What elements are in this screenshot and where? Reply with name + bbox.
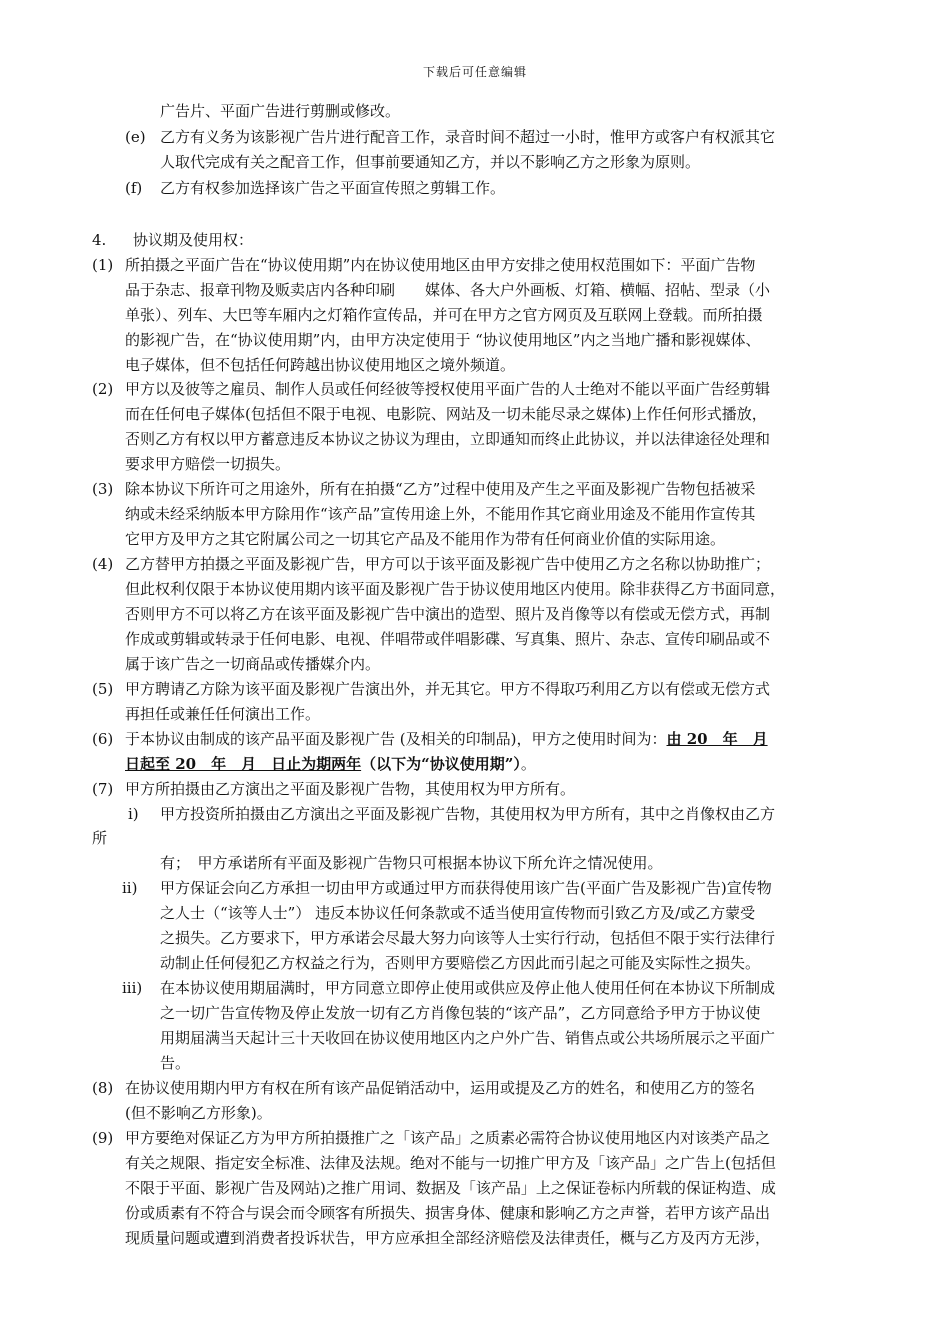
item-marker: (7) xyxy=(92,780,114,798)
text-line: 在协议使用期内甲方有权在所有该产品促销活动中，运用或提及乙方的姓名，和使用乙方的签名 xyxy=(125,1079,756,1097)
text-line: 作成或剪辑或转录于任何电影、电视、伴唱带或伴唱影碟、写真集、照片、杂志、宣传印刷品或不 xyxy=(125,630,771,648)
section-number: 4. xyxy=(92,231,107,249)
text-line: 电子媒体，但不包括任何跨越出协议使用地区之境外频道。 xyxy=(125,356,516,374)
item-marker: (5) xyxy=(92,680,114,698)
text-line: 甲方聘请乙方除为该平面及影视广告演出外，并无其它。甲方不得取巧利用乙方以有偿或无偿方式 xyxy=(125,680,771,698)
sentence-end: 。 xyxy=(520,755,536,773)
usage-period-text: 于本协议由制成的该产品平面及影视广告 (及相关的印制品)，甲方之使用时间为： xyxy=(125,730,667,748)
text-line: 告。 xyxy=(160,1054,191,1072)
item-marker: (6) xyxy=(92,730,114,748)
usage-period-end: 日起至 20 年 月 日止为期两年 xyxy=(125,755,362,773)
item-marker: (e) xyxy=(125,128,146,146)
text-line: 广告片、平面广告进行剪删或修改。 xyxy=(160,102,401,120)
item-marker: (9) xyxy=(92,1129,114,1147)
sub-item-marker: iii) xyxy=(122,979,143,997)
text-line: 除本协议下所许可之用途外，所有在拍摄“乙方”过程中使用及产生之平面及影视广告物包括被采 xyxy=(125,480,756,498)
text-line xyxy=(125,728,768,750)
text-line xyxy=(125,753,536,775)
usage-period-definition: （以下为“协议使用期”） xyxy=(361,755,521,773)
text-line: 之损失。乙方要求下，甲方承诺会尽最大努力向该等人士实行行动，包括但不限于实行法律行 xyxy=(160,929,776,947)
text-line: 单张）、列车、大巴等车厢内之灯箱作宣传品，并可在甲方之官方网页及互联网上登载。而所拍摄 xyxy=(125,306,763,324)
text-line: 否则甲方不可以将乙方在该平面及影视广告中演出的造型、照片及肖像等以有偿或无偿方式，再制 xyxy=(125,605,771,623)
text-line: 乙方有义务为该影视广告片进行配音工作，录音时间不超过一小时，惟甲方或客户有权派其它 xyxy=(160,128,776,146)
text-line: 要求甲方赔偿一切损失。 xyxy=(125,455,291,473)
text-line: 动制止任何侵犯乙方权益之行为，否则甲方要赔偿乙方因此而引起之可能及实际性之损失。 xyxy=(160,954,761,972)
item-marker: (f) xyxy=(125,179,143,197)
text-line: 之人士（“该等人士”） 违反本协议任何条款或不适当使用宣传物而引致乙方及/或乙方蒙受 xyxy=(160,904,756,922)
item-marker: (8) xyxy=(92,1079,114,1097)
text-line: 之一切广告宣传物及停止发放一切有乙方肖像包装的“该产品”，乙方同意给予甲方于协议使 xyxy=(160,1004,761,1022)
text-line: 人取代完成有关之配音工作，但事前要通知乙方，并以不影响乙方之形象为原则。 xyxy=(160,153,701,171)
text-line: 而在任何电子媒体(包括但不限于电视、电影院、网站及一切未能尽录之媒体)上作任何形式播放， xyxy=(125,405,767,423)
sub-item-marker: ii) xyxy=(122,879,138,897)
text-line: 否则乙方有权以甲方蓄意违反本协议之协议为理由，立即通知而终止此协议，并以法律途径处理和 xyxy=(125,430,771,448)
text-line: 所 xyxy=(92,829,108,847)
item-marker: (2) xyxy=(92,380,114,398)
text-line: 不限于平面、影视广告及网站)之推广用词、数据及「该产品」上之保证卷标内所载的保证构造、成 xyxy=(125,1179,776,1197)
item-marker: (4) xyxy=(92,555,114,573)
text-line: 但此权利仅限于本协议使用期内该平面及影视广告于协议使用地区内使用。除非获得乙方书面同意， xyxy=(125,580,786,598)
text-line: 它甲方及甲方之其它附属公司之一切其它产品及不能用作为带有任何商业价值的实际用途。 xyxy=(125,530,726,548)
text-line: 甲方保证会向乙方承担一切由甲方或通过甲方而获得使用该广告(平面广告及影视广告)宣传物 xyxy=(160,879,772,897)
text-line: 所拍摄之平面广告在“协议使用期”内在协议使用地区由甲方安排之使用权范围如下：平面广告物 xyxy=(125,256,756,274)
text-line: 甲方所拍摄由乙方演出之平面及影视广告物，其使用权为甲方所有。 xyxy=(125,780,576,798)
text-line: 再担任或兼任任何演出工作。 xyxy=(125,705,321,723)
page-header: 下载后可任意编辑 xyxy=(422,65,527,79)
text-line: 属于该广告之一切商品或传播媒介内。 xyxy=(125,655,381,673)
text-line: 品于杂志、报章刊物及贩卖店内各种印刷 媒体、各大户外画板、灯箱、横幅、招帖、型录（小 xyxy=(125,281,771,299)
text-line: 甲方以及彼等之雇员、制作人员或任何经彼等授权使用平面广告的人士绝对不能以平面广告经剪辑 xyxy=(125,380,771,398)
usage-period-start: 由 20 年 月 xyxy=(666,730,768,748)
text-line: 乙方替甲方拍摄之平面及影视广告，甲方可以于该平面及影视广告中使用乙方之名称以协助推广； xyxy=(125,555,771,573)
text-line: 甲方要绝对保证乙方为甲方所拍摄推广之「该产品」之质素必需符合协议使用地区内对该类产品之 xyxy=(125,1129,771,1147)
text-line: 现质量问题或遭到消费者投诉状告，甲方应承担全部经济赔偿及法律责任，概与乙方及丙方无涉， xyxy=(125,1229,771,1247)
text-line: 的影视广告，在“协议使用期”内，由甲方决定使用于 “协议使用地区”内之当地广播和影视媒体、 xyxy=(125,331,761,349)
sub-item-marker: i) xyxy=(128,805,139,823)
text-line: 纳或未经采纳版本甲方除用作“该产品”宣传用途上外，不能用作其它商业用途及不能用作宣传其 xyxy=(125,505,756,523)
item-marker: (1) xyxy=(92,256,114,274)
item-marker: (3) xyxy=(92,480,114,498)
text-line: 有关之规限、指定安全标准、法律及法规。绝对不能与一切推广甲方及「该产品」之广告上(包括但 xyxy=(125,1154,776,1172)
text-line: 在本协议使用期届满时，甲方同意立即停止使用或供应及停止他人使用任何在本协议下所制成 xyxy=(160,979,776,997)
text-line: 有； 甲方承诺所有平面及影视广告物只可根据本协议下所允许之情况使用。 xyxy=(160,854,663,872)
text-line: 份或质素有不符合与误会而令顾客有所损失、损害身体、健康和影响乙方之声誉，若甲方该产品出 xyxy=(125,1204,771,1222)
text-line: 乙方有权参加选择该广告之平面宣传照之剪辑工作。 xyxy=(160,179,506,197)
section-title: 协议期及使用权： xyxy=(133,231,254,249)
text-line: 甲方投资所拍摄由乙方演出之平面及影视广告物，其使用权为甲方所有，其中之肖像权由乙方 xyxy=(160,805,776,823)
text-line: (但不影响乙方形象)。 xyxy=(125,1104,272,1122)
text-line: 用期届满当天起计三十天收回在协议使用地区内之户外广告、销售点或公共场所展示之平面广 xyxy=(160,1029,776,1047)
